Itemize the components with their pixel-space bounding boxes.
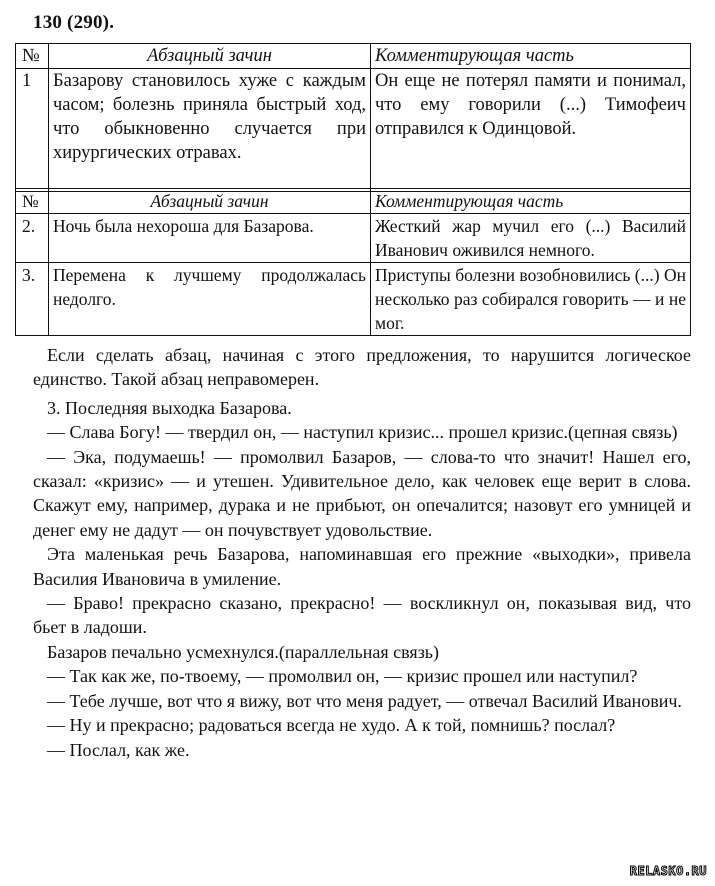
paragraph-section-title: 3. Последняя выходка Базарова. <box>47 397 292 418</box>
table-header-row <box>16 44 691 69</box>
paragraph-dialogue: — Браво! прекрасно сказано, прекрасно! — воскликнул он, показывая вид, что бьет в ладоши. <box>33 593 691 638</box>
table-row <box>16 214 691 263</box>
exercise-number: 130 (290). <box>33 12 115 33</box>
row-comment-part: Приступы болезни возобновились (...) Он несколько раз собирался говорить — и не мог. <box>371 263 691 336</box>
row-paragraph-start: Базарову становилось хуже с каждым часом; болезнь приняла быстрый ход, что обыкновенно случается при хирургических отравах. <box>49 69 371 192</box>
header-comment-part: Комментирующая часть <box>371 44 691 69</box>
paragraph-dialogue: — Тебе лучше, вот что я вижу, вот что меня радует, — отвечал Василий Иванович. <box>47 690 682 711</box>
paragraph-dialogue: — Слава Богу! — твердил он, — наступил кризис... прошел кризис.(цепная связь) <box>47 422 678 443</box>
row-number: 1 <box>16 69 49 192</box>
paragraph-note: Если сделать абзац, начиная с этого предложения, то нарушится логическое единство. Такой абзац неправомерен. <box>33 345 691 390</box>
paragraph-table-2 <box>15 188 691 336</box>
header-number: № <box>16 44 49 69</box>
row-number: 3. <box>16 263 49 336</box>
paragraph-dialogue: — Так как же, по-твоему, — промолвил он, — кризис прошел или наступил? <box>47 666 638 687</box>
row-number: 2. <box>16 214 49 263</box>
row-paragraph-start: Перемена к лучшему продолжалась недолго. <box>49 263 371 336</box>
row-comment-part: Он еще не потерял памяти и понимал, что ему говорили (...) Тимофеич отправился к Одинцовой. <box>371 69 691 192</box>
header-paragraph-start: Абзацный зачин <box>49 44 371 69</box>
paragraph-dialogue: — Эка, подумаешь! — промолвил Базаров, — слова-то что значит! Нашел его, сказал: «кризис» — и утешен. Удивительное дело, как человек еще верит в слова. Скажут ему, например, дурака и не прибьют, он опечалится; назовут его умницей и денег ему не дадут — он почувствует удовольствие. <box>33 446 691 540</box>
paragraph-narration: Эта маленькая речь Базарова, напоминавшая его прежние «выходки», привела Василия Ивановича в умиление. <box>33 544 691 589</box>
paragraph-dialogue: — Послал, как же. <box>47 739 190 760</box>
analysis-text <box>33 343 691 762</box>
paragraph-dialogue: — Ну и прекрасно; радоваться всегда не худо. А к той, помнишь? послал? <box>47 715 616 736</box>
table-row <box>16 263 691 336</box>
header-number: № <box>16 189 49 214</box>
site-watermark: RELASKO.RU <box>629 864 707 878</box>
paragraph-table-1 <box>15 43 691 192</box>
row-paragraph-start: Ночь была нехороша для Базарова. <box>49 214 371 263</box>
row-comment-part: Жесткий жар мучил его (...) Василий Иванович оживился немного. <box>371 214 691 263</box>
table-row <box>16 69 691 192</box>
header-paragraph-start: Абзацный зачин <box>49 189 371 214</box>
table-header-row <box>16 189 691 214</box>
paragraph-narration: Базаров печально усмехнулся.(параллельная связь) <box>47 641 440 662</box>
header-comment-part: Комментирующая часть <box>371 189 691 214</box>
